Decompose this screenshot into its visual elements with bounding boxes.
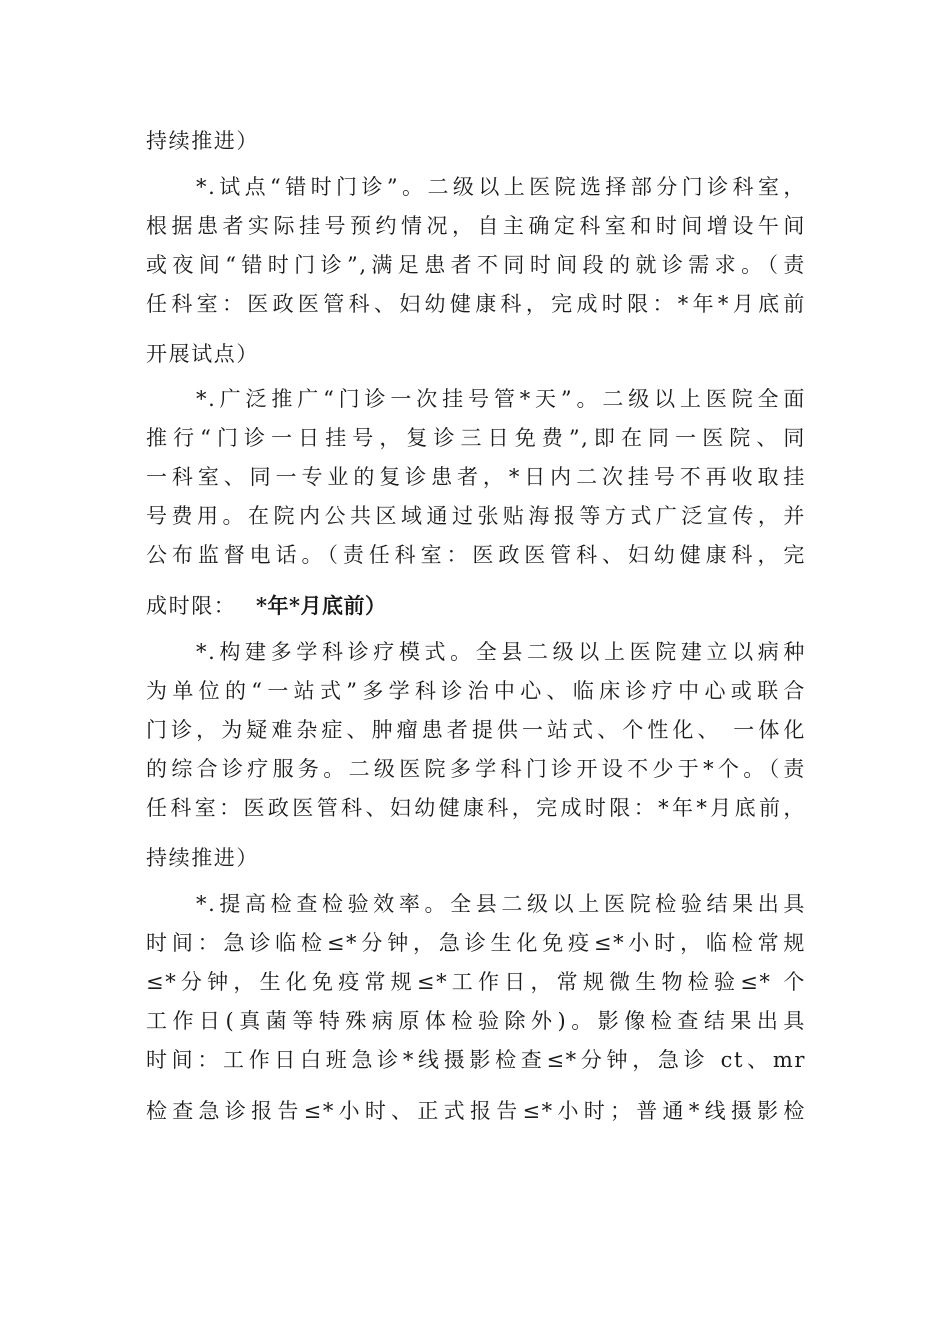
text-line: 为单位的“一站式”多学科诊治中心、临床诊疗中心或联合 <box>146 679 806 703</box>
paragraph-start-line: *.广泛推广“门诊一次挂号管*天”。二级以上医院全面 <box>196 387 806 411</box>
text-line: 任科室：医政医管科、妇幼健康科，完成时限：*年*月底前， <box>146 796 806 820</box>
text-line: 推行“门诊一日挂号，复诊三日免费”,即在同一医院、同 <box>146 426 806 450</box>
text-line: 号费用。在院内公共区域通过张贴海报等方式广泛宣传，并 <box>146 504 806 528</box>
text-line: 的综合诊疗服务。二级医院多学科门诊开设不少于*个。（责 <box>146 757 806 781</box>
paragraph-start-line: *.提高检查检验效率。全县二级以上医院检验结果出具 <box>196 892 806 916</box>
deadline-text: *年*月底前） <box>256 593 387 618</box>
text-line: 门诊，为疑难杂症、肿瘤患者提供一站式、个性化、 一体化 <box>146 718 806 742</box>
paragraph-start-line: *.构建多学科诊疗模式。全县二级以上医院建立以病种 <box>196 640 806 664</box>
text-line: 开展试点） <box>146 342 259 366</box>
text-line: 持续推进） <box>146 129 259 153</box>
text-line: 公布监督电话。（责任科室：医政医管科、妇幼健康科，完 <box>146 543 806 567</box>
paragraph-start-line: *.试点“错时门诊”。二级以上医院选择部分门诊科室， <box>196 175 806 199</box>
text-line: 成时限： <box>146 594 237 618</box>
text-line: 时间：急诊临检≤*分钟，急诊生化免疫≤*小时，临检常规 <box>146 931 806 955</box>
text-line: ≤*分钟，生化免疫常规≤*工作日，常规微生物检验≤* 个 <box>146 970 806 994</box>
text-line: 一科室、同一专业的复诊患者，*日内二次挂号不再收取挂 <box>146 465 806 489</box>
text-line: 持续推进） <box>146 846 259 870</box>
text-line: 或夜间“错时门诊”,满足患者不同时间段的就诊需求。（责 <box>146 253 806 277</box>
text-line: 检查急诊报告≤*小时、正式报告≤*小时；普通*线摄影检 <box>146 1099 806 1123</box>
text-line: 工作日(真菌等特殊病原体检验除外)。影像检查结果出具 <box>146 1009 806 1033</box>
text-line: 根据患者实际挂号预约情况，自主确定科室和时间增设午间 <box>146 214 806 238</box>
text-line: 任科室：医政医管科、妇幼健康科，完成时限：*年*月底前 <box>146 292 806 316</box>
text-line: 时间：工作日白班急诊*线摄影检查≤*分钟，急诊 ct、mr <box>146 1048 806 1072</box>
